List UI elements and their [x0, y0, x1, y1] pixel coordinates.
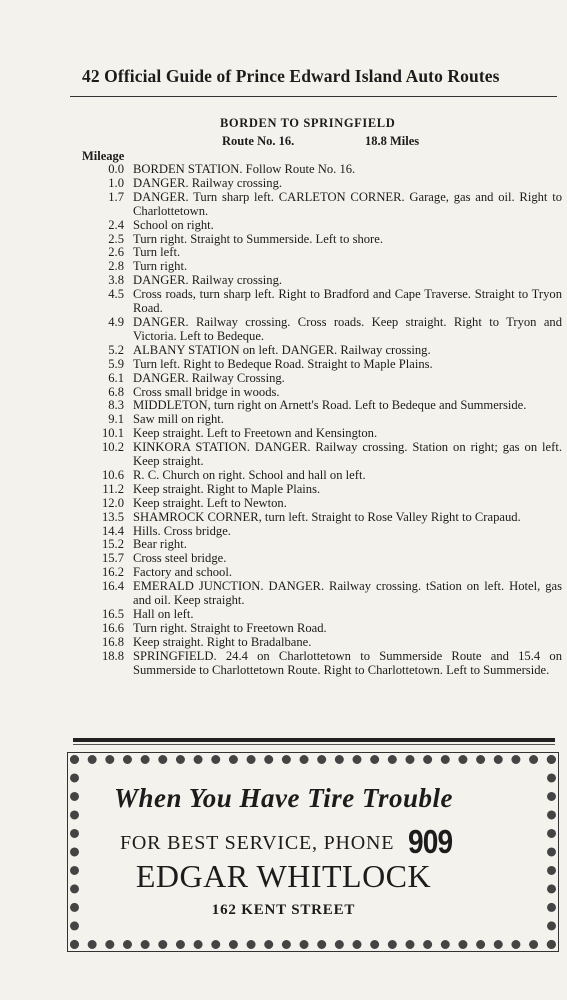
route-entry: [0, 413, 567, 427]
route-entry: [0, 427, 567, 441]
entry-mileage: 6.1: [108, 370, 124, 385]
entry-description: Hall on left.: [133, 607, 194, 621]
entry-mileage: 16.8: [101, 634, 124, 649]
entry-description: Turn left. Right to Bedeque Road. Straight to Maple Plains.: [133, 356, 433, 371]
route-entry: [0, 274, 567, 288]
entry-mileage: 6.8: [108, 384, 124, 399]
entry-description: SPRINGFIELD. 24.4 on Charlottetown to Summerside Route and 15.4 on Summerside to Charlottetown Route. Right to Charlottetown. Left to Summerside.: [133, 648, 562, 677]
entry-mileage: 2.6: [108, 245, 124, 260]
entry-description: DANGER. Railway Crossing.: [133, 370, 285, 385]
route-title: BORDEN TO SPRINGFIELD: [220, 116, 396, 130]
entry-description: Turn left.: [133, 245, 181, 260]
route-entry: [0, 566, 567, 580]
entry-description: ALBANY STATION on left. DANGER. Railway crossing.: [133, 342, 431, 357]
entry-mileage: 16.6: [101, 620, 124, 635]
route-entry: [0, 260, 567, 274]
entry-description: Cross steel bridge.: [133, 551, 227, 566]
route-log: [0, 163, 567, 678]
route-entry: [0, 177, 567, 191]
section-divider-thin: [73, 744, 555, 745]
route-entry: [0, 344, 567, 358]
route-entry: [0, 650, 567, 678]
entry-description: SHAMROCK CORNER, turn left. Straight to Rose Valley Right to Crapaud.: [133, 509, 521, 524]
entry-description: Keep straight. Left to Newton.: [133, 495, 287, 510]
route-entry: [0, 580, 567, 608]
entry-mileage: 16.2: [101, 565, 124, 580]
entry-mileage: 9.1: [108, 412, 124, 427]
mileage-heading: Mileage: [82, 149, 125, 163]
entry-mileage: 16.4: [101, 579, 124, 594]
entry-description: MIDDLETON, turn right on Arnett's Road. Left to Bedeque and Summerside.: [133, 398, 527, 413]
entry-description: DANGER. Turn sharp left. CARLETON CORNER. Garage, gas and oil. Right to Charlottetown.: [133, 189, 562, 218]
entry-description: BORDEN STATION. Follow Route No. 16.: [133, 162, 356, 176]
entry-description: Keep straight. Left to Freetown and Kensington.: [133, 426, 378, 441]
entry-description: DANGER. Railway crossing.: [133, 175, 283, 190]
ad-headline: When You Have Tire Trouble: [113, 783, 453, 813]
entry-description: DANGER. Railway crossing.: [133, 273, 283, 288]
route-entry: [0, 233, 567, 247]
entry-mileage: 14.4: [101, 523, 124, 538]
route-entry: [0, 358, 567, 372]
entry-mileage: 13.5: [101, 509, 124, 524]
route-entry: [0, 636, 567, 650]
ad-service-text: FOR BEST SERVICE, PHONE: [120, 832, 395, 854]
entry-mileage: 3.8: [108, 273, 124, 288]
route-entry: [0, 497, 567, 511]
entry-mileage: 10.6: [101, 467, 124, 482]
entry-description: EMERALD JUNCTION. DANGER. Railway crossing. tSation on left. Hotel, gas and oil. Keep straight.: [133, 579, 562, 608]
entry-mileage: 2.8: [108, 259, 124, 274]
entry-description: KINKORA STATION. DANGER. Railway crossing. Station on right; gas on left. Keep straight.: [133, 440, 562, 469]
route-entry: [0, 288, 567, 316]
route-entry: [0, 483, 567, 497]
ad-address: 162 KENT STREET: [211, 902, 356, 918]
entry-mileage: 8.3: [108, 398, 124, 413]
route-entry: [0, 246, 567, 260]
page-header: 42 Official Guide of Prince Edward Island Auto Routes: [82, 66, 500, 86]
route-distance: 18.8 Miles: [365, 134, 420, 148]
entry-mileage: 18.8: [101, 648, 124, 663]
entry-mileage: 2.5: [108, 231, 124, 246]
entry-description: Turn right.: [133, 259, 188, 274]
route-entry: [0, 399, 567, 413]
entry-description: R. C. Church on right. School and hall on left.: [133, 467, 366, 482]
entry-mileage: 4.5: [108, 287, 124, 302]
route-entry: [0, 552, 567, 566]
route-entry: [0, 386, 567, 400]
entry-mileage: 10.1: [101, 426, 124, 441]
entry-mileage: 4.9: [108, 314, 124, 329]
route-entry: [0, 316, 567, 344]
route-entry: [0, 469, 567, 483]
route-entry: [0, 163, 567, 177]
route-entry: [0, 372, 567, 386]
entry-mileage: 12.0: [101, 495, 124, 510]
route-entry: [0, 191, 567, 219]
route-number: Route No. 16.: [222, 134, 295, 148]
entry-description: Bear right.: [133, 537, 187, 552]
route-entry: [0, 511, 567, 525]
entry-description: DANGER. Railway crossing. Cross roads. Keep straight. Right to Tryon and Victoria. Left to Bedeque.: [133, 314, 562, 343]
entry-mileage: 10.2: [101, 440, 124, 455]
route-entry: [0, 525, 567, 539]
entry-mileage: 2.4: [108, 217, 124, 232]
entry-description: Keep straight. Right to Bradalbane.: [133, 634, 312, 649]
entry-description: Turn right. Straight to Freetown Road.: [133, 620, 327, 635]
route-entry: [0, 219, 567, 233]
entry-mileage: 5.2: [108, 342, 124, 357]
route-meta: [222, 134, 462, 149]
ad-phone-number: 909: [408, 823, 453, 860]
entry-mileage: 1.0: [108, 175, 124, 190]
route-entry: [0, 608, 567, 622]
entry-mileage: 16.5: [101, 607, 124, 621]
entry-description: Cross small bridge in woods.: [133, 384, 280, 399]
section-divider: [73, 738, 555, 742]
route-entry: [0, 538, 567, 552]
ad-service-line: [120, 823, 520, 861]
entry-description: Keep straight. Right to Maple Plains.: [133, 481, 321, 496]
entry-description: Saw mill on right.: [133, 412, 224, 427]
entry-mileage: 5.9: [108, 356, 124, 371]
entry-mileage: 15.2: [101, 537, 124, 552]
route-entry: [0, 622, 567, 636]
entry-description: Hills. Cross bridge.: [133, 523, 231, 538]
entry-description: Turn right. Straight to Summerside. Left to shore.: [133, 231, 383, 246]
ad-business-name: EDGAR WHITLOCK: [135, 858, 432, 894]
entry-mileage: 11.2: [102, 481, 124, 496]
header-rule: [70, 96, 557, 97]
entry-mileage: 15.7: [101, 551, 124, 566]
entry-mileage: 0.0: [108, 162, 124, 176]
entry-description: Factory and school.: [133, 565, 232, 580]
entry-description: School on right.: [133, 217, 214, 232]
entry-mileage: 1.7: [108, 189, 124, 204]
route-entry: [0, 441, 567, 469]
entry-description: Cross roads, turn sharp left. Right to Bradford and Cape Traverse. Straight to Tryon Road.: [133, 287, 562, 316]
